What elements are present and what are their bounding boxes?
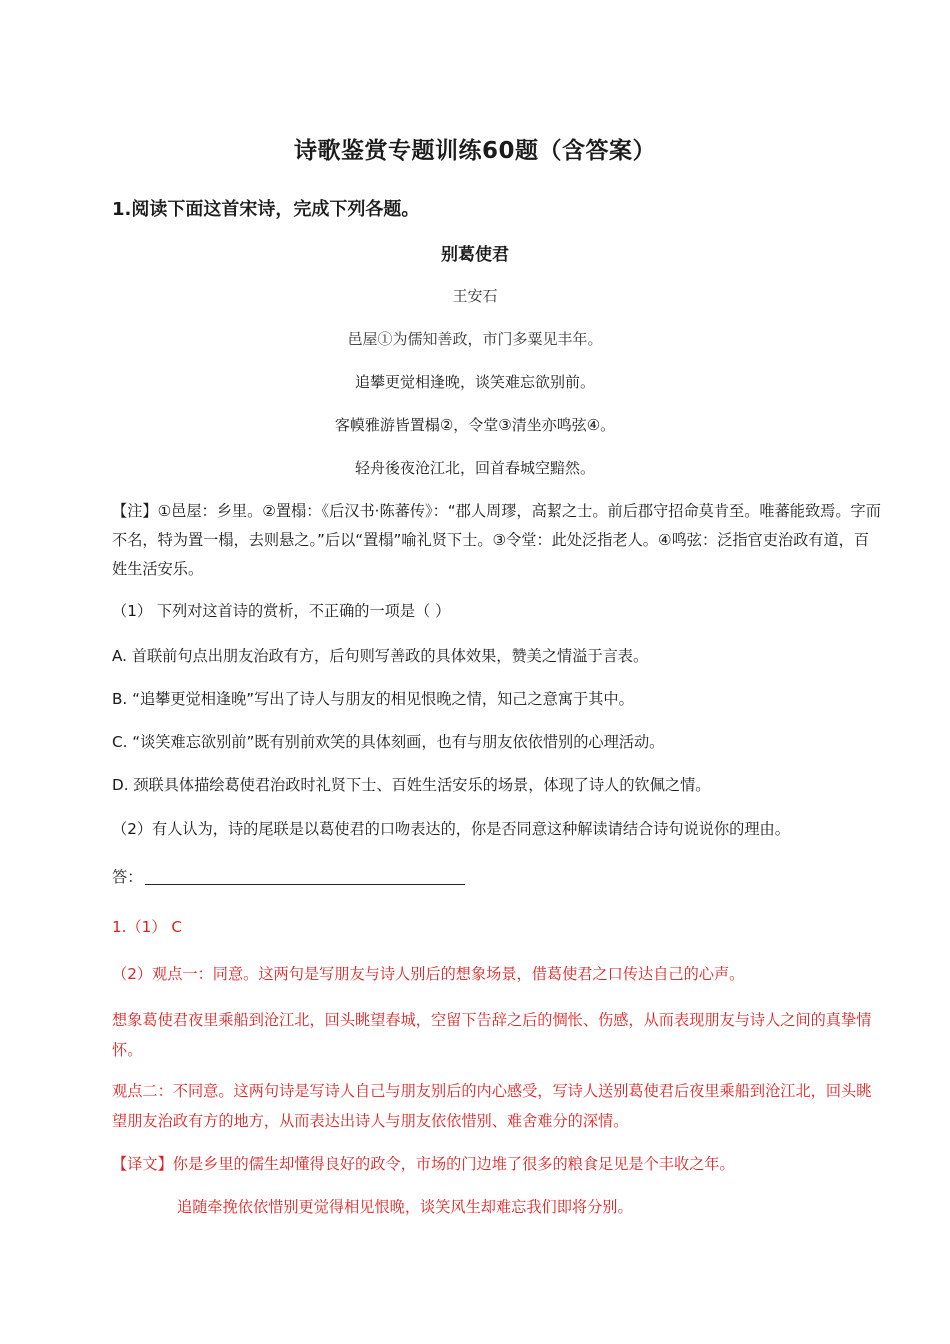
page-title: 诗歌鉴赏专题训练60题（含答案） xyxy=(293,138,656,164)
sub-question-2: （2）有人认为，诗的尾联是以葛使君的口吻表达的，你是否同意这种解读请结合诗句说说你的理由。 xyxy=(112,820,790,838)
answer-blank-line xyxy=(145,884,465,885)
answer-1: 1.（1） C xyxy=(112,918,182,936)
answer-2-explanation: 想象葛使君夜里乘船到沧江北，回头眺望春城，空留下告辞之后的惆怅、伤感，从而表现朋友与诗人之间的真挚情怀。 xyxy=(112,1011,872,1059)
answer-2-view-2: 观点二：不同意。这两句诗是写诗人自己与朋友别后的内心感受，写诗人送别葛使君后夜里乘船到沧江北，回头眺望朋友治政有方的地方，从而表达出诗人与朋友依依惜别、难舍难分的深情。 xyxy=(112,1082,872,1130)
translation-line-1 xyxy=(112,1153,735,1174)
poem-author: 王安石 xyxy=(452,287,498,305)
poem-line: 邑屋①为儒知善政，市门多粟见丰年。 xyxy=(347,330,603,348)
answer-2-view-1: （2）观点一：同意。这两句是写朋友与诗人别后的想象场景，借葛使君之口传达自己的心声。 xyxy=(112,965,745,983)
option-a: A. 首联前句点出朋友治政有方，后句则写善政的具体效果，赞美之情溢于言表。 xyxy=(112,647,649,665)
translation-line-2: 追随牵挽依依惜别更觉得相见恨晚，谈笑风生却难忘我们即将分别。 xyxy=(177,1198,633,1216)
poem-line: 客幙雅游皆置榻②，令堂③清坐亦鸣弦④。 xyxy=(334,416,616,434)
poem-title: 别葛使君 xyxy=(441,245,509,265)
option-b: B. “追攀更觉相逢晚”写出了诗人与朋友的相见恨晚之情，知己之意寓于其中。 xyxy=(112,690,634,708)
translation-text: 你是乡里的儒生却懂得良好的政令，市场的门边堆了很多的粮食足见是个丰收之年。 xyxy=(172,1155,735,1173)
poem-line: 追攀更觉相逢晚，谈笑难忘欲别前。 xyxy=(354,373,595,391)
poem-line: 轻舟後夜沧江北，回首春城空黯然。 xyxy=(354,459,595,477)
option-d: D. 颈联具体描绘葛使君治政时礼贤下士、百姓生活安乐的场景，体现了诗人的钦佩之情。 xyxy=(112,776,711,794)
translation-label: 【译文】 xyxy=(112,1155,173,1173)
option-c: C. “谈笑难忘欲别前”既有别前欢笑的具体刻画，也有与朋友依依惜别的心理活动。 xyxy=(112,733,665,751)
answer-label: 答： xyxy=(112,868,143,886)
question-heading: 1.阅读下面这首宋诗，完成下列各题。 xyxy=(112,199,420,220)
poem-notes: 【注】①邑屋：乡里。②置榻：《后汉书·陈蕃传》：“郡人周璆，高絜之士。前后郡守招命莫肯至。唯蕃能致焉。字而不名，特为置一榻，去则悬之。”后以“置榻”喻礼贤下士。③令堂：此处泛指老人。④鸣弦：泛指官吏治政有道，百姓生活安乐。 xyxy=(112,502,881,578)
sub-question-1: （1） 下列对这首诗的赏析，不正确的一项是（ ） xyxy=(112,602,451,620)
